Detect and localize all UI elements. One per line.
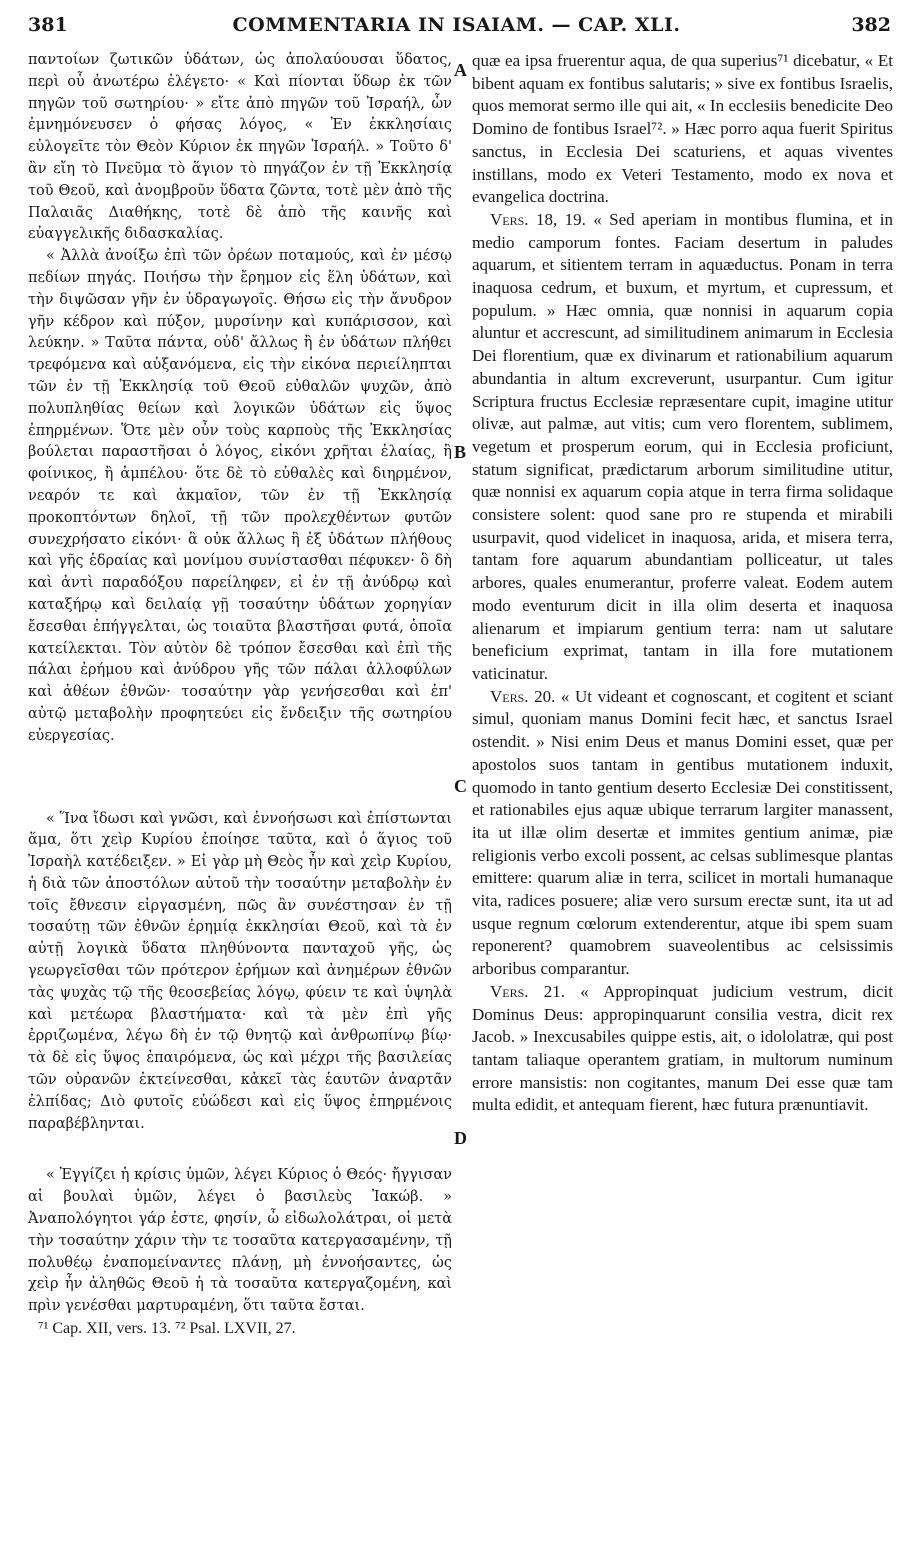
verse-label: Vers. 18, 19. bbox=[490, 209, 586, 229]
column-gap bbox=[28, 1135, 452, 1165]
running-title: COMMENTARIA IN ISAIAM. — CAP. XLI. bbox=[232, 14, 681, 36]
latin-paragraph-4-text: « Appropinquat judicium vestrum, dicit Dominus Deus: appropinquarunt consilia vestra, dicit rex Jacob. » Inexcusabiles quippe estis, ait, o idololatræ, qui post tantam taliaque operantem gratiam, in multorum numinum errore mansistis: non cogitantes, manum Dei esse quæ tam multa edidit, et antequam fierent, hæc futura prænuntiavit. bbox=[472, 981, 893, 1115]
latin-paragraph-3 bbox=[472, 686, 893, 981]
latin-paragraph-3-text: « Ut videant et cognoscant, et cogitent et sciant simul, quoniam manus Domini fecit hæc, et sanctus Israel ostendit. » Nisi enim Deus et manus Domini esset, quæ per apostolos suos tantam in gentibus mutationem induxit, quomodo in tanto gentium deserto Ecclesiæ Dei constitissent, et rationabiles ejus aquæ ubique terrarum largiter manassent, ita ut illæ olim desertæ et immites gentium animæ, piæ religionis verbo excoli possent, ac celsas sublimesque plantas emittere: quarum aliæ in terra, scilicet in mortali humanaque vita, radices posuere; aliæ vero sursum erectæ sunt, ita ut ad usque regnum cœlorum extenderentur, atque ibi spem suam reponerent? quamobrem suaveolentibus ac celsissimis arboribus comparantur. bbox=[472, 686, 893, 979]
greek-paragraph-4: « Ἐγγίζει ἡ κρίσις ὑμῶν, λέγει Κύριος ὁ Θεός· ἤγγισαν αἱ βουλαὶ ὑμῶν, λέγει ὁ βασιλεὺς Ἰακώβ. » Ἀναπολόγητοι γάρ ἐστε, φησίν, ὦ εἰδωλολάτραι, οἱ μετὰ τὴν τοσαύτην χάριν τὴν τε τοσαῦτα κατεργασαμένην, τῇ πολυθέῳ ἐναπομείναντες πλάνῃ, μὴ ἐννοήσαντες, ὡς χεὶρ ἦν ἀληθῶς Θεοῦ ἡ τὰ τοσαῦτα κατεργαζομένη, καὶ πρὶν γενέσθαι μαρτυραμένη, ὅτι ταῦτα ἔσται. bbox=[28, 1167, 452, 1315]
page-header bbox=[0, 0, 913, 50]
margin-letter-c: C bbox=[454, 776, 467, 796]
margin-letters bbox=[454, 50, 470, 1550]
column-gap bbox=[28, 748, 452, 809]
page-number-right: 382 bbox=[851, 14, 891, 36]
margin-letter-a: A bbox=[454, 60, 467, 80]
latin-paragraph-2 bbox=[472, 209, 893, 686]
page-number-left: 381 bbox=[28, 14, 68, 36]
latin-paragraph-4 bbox=[472, 981, 893, 1117]
greek-paragraph-3: « Ἵνα ἴδωσι καὶ γνῶσι, καὶ ἐννοήσωσι καὶ ἐπίστωνται ἅμα, ὅτι χεὶρ Κυρίου ἐποίησε ταῦτα, καὶ ὁ ἅγιος τοῦ Ἰσραὴλ κατέδειξεν. » Εἰ γὰρ μὴ Θεὸς ἦν καὶ χεὶρ Κυρίου, ἡ διὰ τῶν ἀποστόλων αὐτοῦ τὴν τοσαύτην μεταβολὴν ἐν τοῖς ἔθνεσιν εἰργασμένη, πῶς ἂν συνέστησαν ἐν τῇ τοσαύτῃ τῶν ἐθνῶν ἐρημίᾳ ἐκκλησίαι Θεοῦ, καὶ τὰ ἐν αὐτῇ λογικὰ ὕδατα πληθύνοντα πανταχοῦ γῆς, ὡς γεωργεῖσθαι τῶν πρότερον ἐρήμων καὶ ἀνημέρων ἐθνῶν τὰς ψυχὰς τῷ τῆς θεοσεβείας λόγῳ, φύειν τε καὶ ὑψηλὰ καὶ μετέωρα βλαστήματα· καὶ τὰ μὲν ἐπὶ γῆς ἐρριζωμένα, λέγω δὴ ἐν τῷ θνητῷ καὶ ἀνθρωπίνῳ βίῳ· τὰ δὲ εἰς ὕψος ἐπαιρόμενα, ὡς καὶ μέχρι τῆς βασιλείας τῶν οὐρανῶν ἐκτείνεσθαι, κἀκεῖ τὰς ἑαυτῶν ἀναρτᾶν ἐλπίδας; Διὸ φυτοῖς εὐώδεσι καὶ εἰς ὕψος ἐπηρμένοις παραβέβληνται. bbox=[28, 810, 452, 1132]
latin-paragraph-2-text: « Sed aperiam in montibus flumina, et in medio camporum fontes. Faciam desertum in paludes aquarum, et sitientem terram in aquæductus. Ponam in terra inaquosa cedrum, et buxum, et myrtum, et cupressum, et populum. » Hæc omnia, quæ nonnisi in aquarum copia aluntur et accrescunt, ad similitudinem animarum in Ecclesia Dei florentium, quæ ex divinarum et rationabilium aquarum abundantia in altum excreverunt, usurpantur. Cum igitur Scriptura fructus Ecclesiæ repræsentare cupit, imagine utitur olivæ, aut palmæ, aut vitis; cum vero florentem, sublimem, vegetum et prosperum eorum, qui in Ecclesia proficiunt, statum significat, prædictarum arborum similitudine utitur, quæ nonnisi ex aquarum copia atque in terra firma solidaque consistere solent: quod sane pro re stupenda et mirabili usurpavit, quod videlicet in inaquosa, arida, et misera terra, tantam fore aquarum abundantiam polliceatur, ut tales arbores, quales enumerantur, proferre valeat. Eodem autem modo eventurum dicit in illa olim deserta et inaquosa alienarum et impiarum gentium terra: nam ut salutare beneficium exprimat, tantam in illa fore mutationem vaticinatur. bbox=[472, 209, 893, 683]
latin-column bbox=[472, 50, 893, 1117]
verse-label: Vers. 21. bbox=[490, 981, 566, 1001]
verse-label: Vers. 20. bbox=[490, 686, 556, 706]
margin-letter-d: D bbox=[454, 1128, 467, 1148]
greek-column bbox=[28, 50, 452, 1338]
margin-letter-b: B bbox=[454, 442, 467, 462]
latin-paragraph-1: quæ ea ipsa fruerentur aqua, de qua superius⁷¹ dicebatur, « Et bibent aquam ex fontibus salutaris; » sive ex fontibus Israelis, quos memorat sermo ille qui ait, « In ecclesiis benedicite Deo Domino de fontibus Israel⁷². » Hæc porro aqua fuerit Spiritus sanctus, in Ecclesia Dei scaturiens, et aquas viventes instillans, modo ex Veteri Testamento, modo ex nova et evangelica doctrina. bbox=[472, 51, 893, 207]
footnotes: ⁷¹ Cap. XII, vers. 13. ⁷² Psal. LXVII, 27. bbox=[38, 1320, 296, 1338]
greek-paragraph-2: « Ἀλλὰ ἀνοίξω ἐπὶ τῶν ὀρέων ποταμούς, καὶ ἐν μέσῳ πεδίων πηγάς. Ποιήσω τὴν ἔρημον εἰς ἕλη ὑδάτων, καὶ τὴν διψῶσαν γῆν ἐν ὑδραγωγοῖς. Θήσω εἰς τὴν ἄνυδρον γῆν κέδρον καὶ πύξον, μυρσίνην καὶ κυπάρισσον, καὶ λεύκην. » Ταῦτα πάντα, οὐδ' ἄλλως ἢ ἐν ὑδάτων πλήθει τρεφόμενα καὶ αὐξανόμενα, εἰς τὴν εἰκόνα περιείληπται τῶν ἐν τῇ Ἐκκλησίᾳ τοῦ Θεοῦ εὐθαλῶν ψυχῶν, ἀπὸ πολυπληθίας θείων καὶ λογικῶν ὑδάτων εἰς ὕψος ἐπηρμένων. Ὅτε μὲν οὖν τοὺς καρποὺς τῆς Ἐκκλησίας βούλεται παραστῆσαι ὁ λόγος, εἰκόνι χρῆται ἐλαίας, ἢ φοίνικος, ἢ ἀμπέλου· ὅτε δὲ τὸ εὐθαλὲς καὶ διηρμένον, νεαρόν τε καὶ ἀκμαῖον, τῶν ἐν τῇ Ἐκκλησίᾳ προκοπτόντων δηλοῖ, τῇ τῶν προλεχθέντων φυτῶν συνεχρήσατο εἰκόνι· ἃ οὐκ ἄλλως ἢ ἐξ ὑδάτων πλήθους καὶ γῆς ἑδραίας καὶ μονίμου συνίστασθαι πέφυκεν· ὃ δὴ καὶ ἀντὶ παραδόξου παρείληφεν, εἰ ἐν τῇ ἀνύδρῳ καὶ καταξήρῳ καὶ δειλαίᾳ γῇ τοσαύτην ὑδάτων χορηγίαν ἔσεσθαι ἐπήγγελται, ὡς τοιαῦτα βλαστῆσαι φυτά, ὁποῖα κατείλεκται. Τὸν αὐτὸν δὲ τρόπον ἔσεσθαι καὶ ἐπὶ τῆς πάλαι ἐρήμου καὶ ἀνύδρου γῆς τῶν πάλαι ἀλλοφύλων καὶ ἀθέων ἐθνῶν· τοσαύτην γὰρ γενήσεσθαι καὶ ἐπ' αὐτῷ μεταβολὴν προφητεύει εἰς ἔνδειξιν τῆς σωτηρίου εὐεργεσίας. bbox=[28, 248, 452, 744]
greek-paragraph-1: παντοίων ζωτικῶν ὑδάτων, ὡς ἀπολαύουσαι ὕδατος, περὶ οὗ ἀνωτέρω ἐλέγετο· « Καὶ πίονται ὕδωρ ἐκ τῶν πηγῶν τοῦ σωτηρίου· » εἴτε ἀπὸ πηγῶν τοῦ Ἰσραήλ, ὧν ἐμνημόνευσεν ὁ φήσας λόγος, « Ἐν ἐκκλησίαις εὐλογεῖτε τὸν Θεὸν Κύριον ἐκ πηγῶν Ἰσραήλ. » Τοῦτο δ' ἂν εἴη τὸ Πνεῦμα τὸ ἅγιον τὸ πηγάζον ἐν τῇ Ἐκκλησίᾳ τοῦ Θεοῦ, καὶ ἀνομβροῦν ὕδατα ζῶντα, τοτὲ μὲν ἀπὸ τῆς Παλαιᾶς Διαθήκης, τοτὲ δὲ ἀπὸ τῆς καινῆς καὶ εὐαγγελικῆς διδασκαλίας. bbox=[28, 52, 452, 243]
